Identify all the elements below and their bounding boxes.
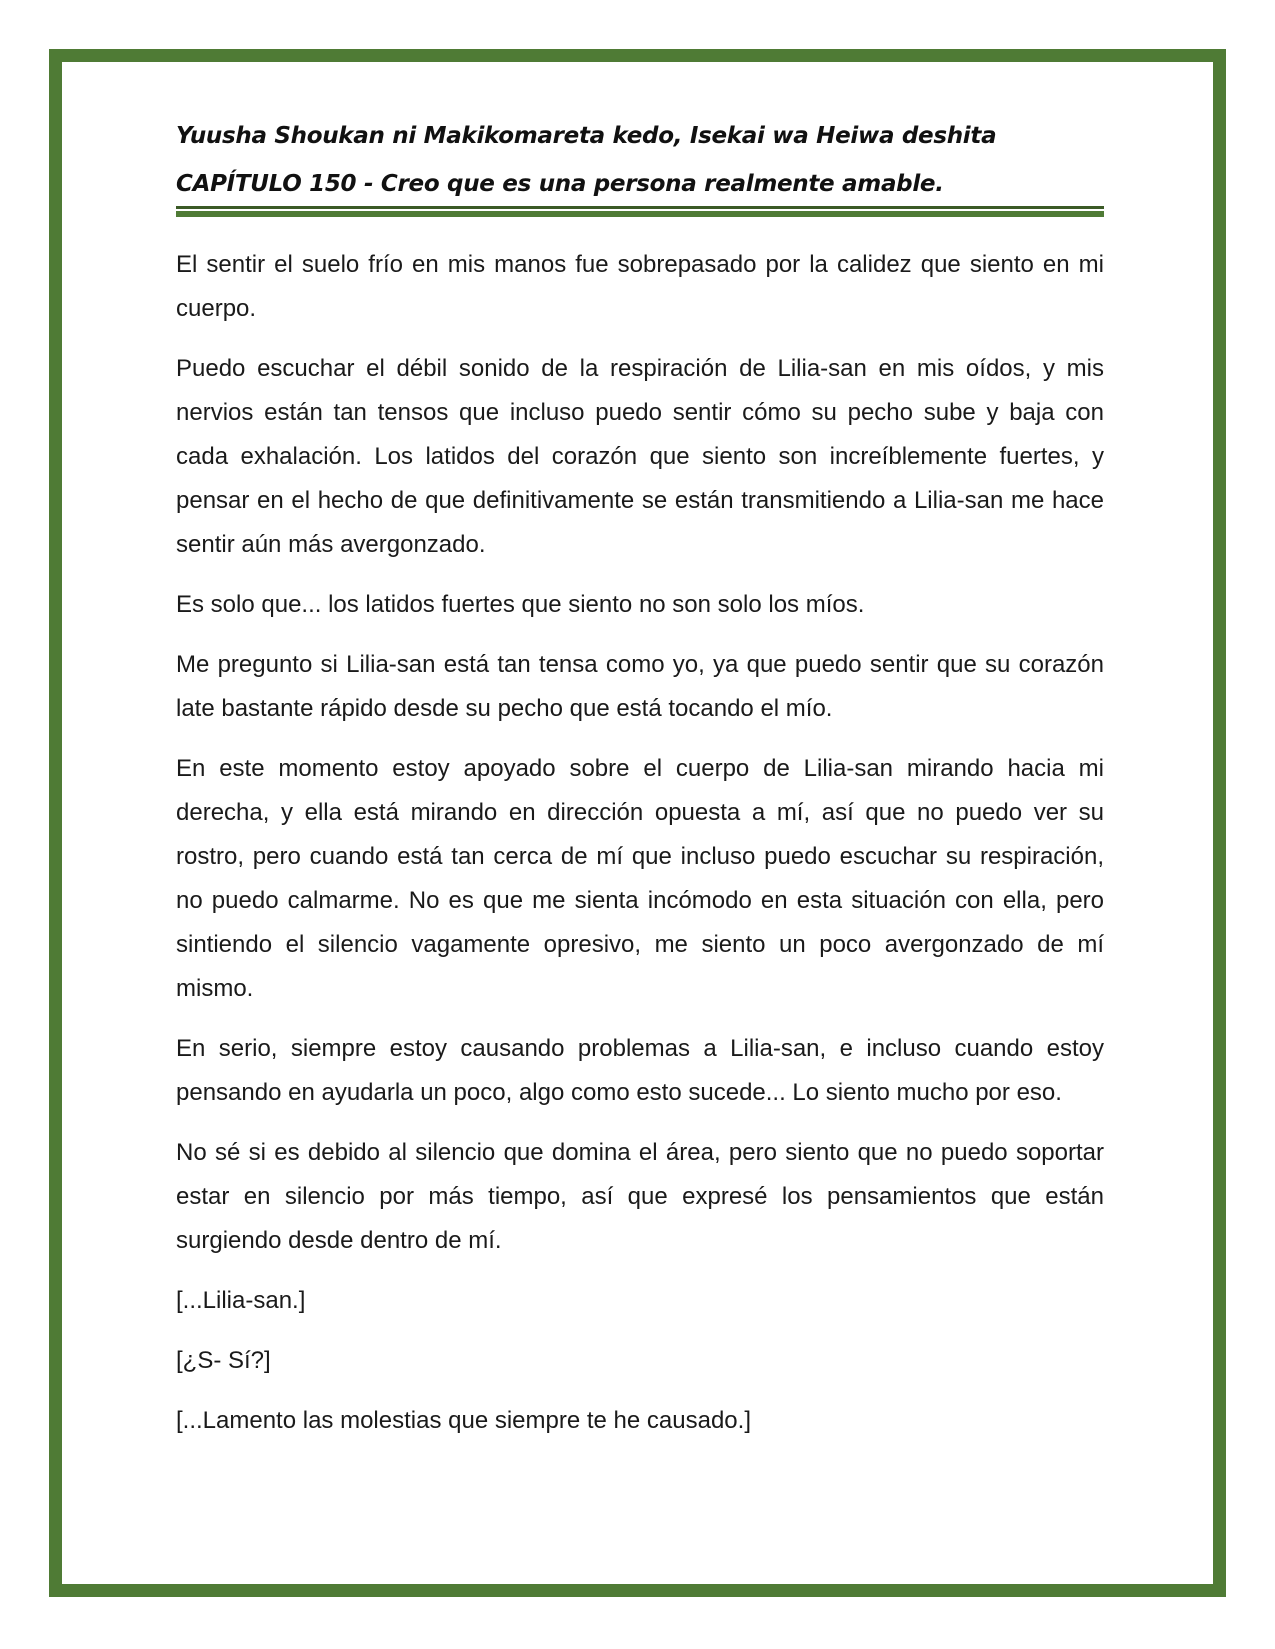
page-content bbox=[176, 116, 1104, 1459]
chapter-body bbox=[176, 243, 1104, 1443]
paragraph: Es solo que... los latidos fuertes que siento no son solo los míos. bbox=[176, 591, 865, 618]
paragraph: Puedo escuchar el débil sonido de la respiración de Lilia-san en mis oídos, y mis nervios están tan tensos que incluso puedo sentir cómo su pecho sube y baja con cada exhalación. Los latidos del corazón que siento son increíblemente fuertes, y pensar en el hecho de que definitivamente se están transmitiendo a Lilia-san me hace sentir aún más avergonzado. bbox=[176, 355, 1104, 558]
paragraph: No sé si es debido al silencio que domina el área, pero siento que no puedo soportar estar en silencio por más tiempo, así que expresé los pensamientos que están surgiendo desde dentro de mí. bbox=[176, 1139, 1104, 1254]
dialogue-line: [...Lamento las molestias que siempre te he causado.] bbox=[176, 1407, 751, 1434]
title-divider-thick bbox=[176, 211, 1104, 217]
paragraph: Me pregunto si Lilia-san está tan tensa como yo, ya que puedo sentir que su corazón late bastante rápido desde su pecho que está tocando el mío. bbox=[176, 651, 1104, 722]
novel-title: Yuusha Shoukan ni Makikomareta kedo, Isekai wa Heiwa deshita bbox=[176, 123, 997, 149]
dialogue-line: [...Lilia-san.] bbox=[176, 1287, 306, 1314]
paragraph: En serio, siempre estoy causando problemas a Lilia-san, e incluso cuando estoy pensando en ayudarla un poco, algo como esto sucede... Lo siento mucho por eso. bbox=[176, 1035, 1104, 1106]
paragraph: El sentir el suelo frío en mis manos fue sobrepasado por la calidez que siento en mi cuerpo. bbox=[176, 251, 1104, 322]
paragraph: En este momento estoy apoyado sobre el cuerpo de Lilia-san mirando hacia mi derecha, y ella está mirando en dirección opuesta a mí, así que no puedo ver su rostro, pero cuando está tan cerca de mí que incluso puedo escuchar su respiración, no puedo calmarme. No es que me sienta incómodo en esta situación con ella, pero sintiendo el silencio vagamente opresivo, me siento un poco avergonzado de mí mismo. bbox=[176, 755, 1104, 1002]
dialogue-line: [¿S- Sí?] bbox=[176, 1347, 271, 1374]
chapter-title: CAPÍTULO 150 - Creo que es una persona realmente amable. bbox=[176, 171, 944, 197]
